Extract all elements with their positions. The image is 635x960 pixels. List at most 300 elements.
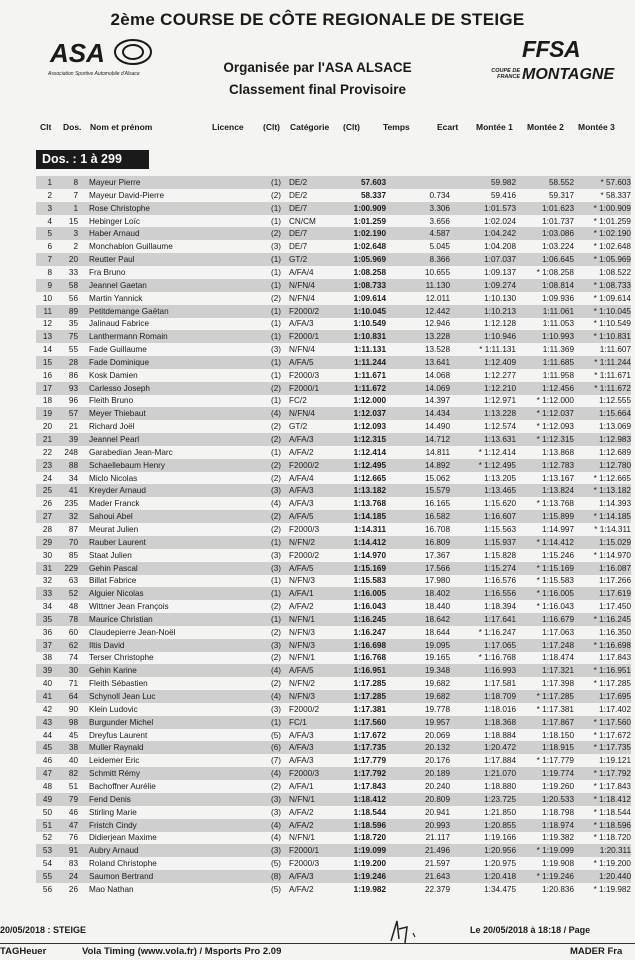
row-montee-3: * 1:00.909 [593,203,631,213]
row-montee-1: 1:20.956 [484,846,516,856]
row-category: GT/2 [289,422,308,432]
row-montee-1: 1:16.993 [484,666,516,676]
row-montee-3: * 1:14.311 [594,524,631,534]
row-montee-3: 1:12.555 [599,396,631,406]
col-header-m2: Montée 2 [527,122,564,132]
row-montee-3: 1:13.069 [599,422,631,432]
row-cat-rank: (2) [270,653,281,663]
row-montee-3: 1:11.607 [599,345,631,355]
row-clt: 18 [42,396,52,406]
row-cat-rank: (2) [270,602,281,612]
table-row [36,369,631,382]
row-cat-rank: (3) [270,345,281,355]
row-temps: 1:17.381 [353,704,386,714]
row-category: F2000/2 [289,550,320,560]
row-cat-rank: (4) [270,666,281,676]
classement-subtitle: Classement final Provisoire [228,82,407,97]
row-clt: 42 [42,704,52,714]
row-montee-3: * 1:17.792 [593,769,631,779]
row-montee-2: * 1:19.246 [536,871,574,881]
col-header-clt-cat2: (Clt) [343,122,360,132]
col-header-licence: Licence [212,122,244,132]
row-montee-1: 1:19.166 [484,833,516,843]
row-dos: 57 [68,409,78,419]
row-cat-rank: (3) [270,846,281,856]
row-montee-1: 1:12.210 [484,383,516,393]
row-category: F2000/3 [289,769,320,779]
row-montee-1: 1:04.242 [484,229,516,239]
row-montee-1: 1:16.576 [484,576,516,586]
row-montee-2: 1:03.224 [542,242,574,252]
table-row [36,716,631,729]
row-montee-2: * 1:13.768 [536,499,574,509]
row-ecart: 14.397 [424,396,450,406]
row-montee-2: 1:17.398 [542,679,574,689]
row-ecart: 21.117 [425,833,450,843]
row-category: N/FN/4 [289,293,315,303]
row-category: N/FN/3 [289,640,315,650]
row-name: Fra Bruno [89,267,126,277]
row-montee-1: 1:18.016 [484,704,516,714]
table-row [36,176,631,189]
table-row [36,780,631,793]
row-dos: 30 [68,666,78,676]
row-dos: 40 [68,756,78,766]
row-montee-3: 1:15.664 [599,409,631,419]
row-clt: 4 [47,216,52,226]
row-montee-2: 1:18.915 [542,743,574,753]
row-name: Rose Christophe [89,203,150,213]
row-dos: 48 [68,602,78,612]
row-montee-1: 1:34.475 [484,884,516,894]
row-montee-2: 1:11.061 [542,306,574,316]
row-ecart: 20.993 [424,820,450,830]
row-montee-1: 1:13.205 [484,473,516,483]
row-cat-rank: (3) [270,704,281,714]
row-ecart: 17.566 [424,563,450,573]
row-montee-1: 59.982 [490,178,516,187]
row-clt: 24 [42,473,52,483]
table-row [36,433,631,446]
row-montee-3: * 1:13.182 [593,486,631,496]
row-name: Schmitt Rémy [89,769,140,779]
row-temps: 1:15.169 [353,563,386,573]
row-montee-1: 1:21.070 [484,769,516,779]
row-montee-1: 1:13.228 [484,409,516,419]
row-name: Staat Julien [89,550,132,560]
row-montee-2: 1:18.474 [542,653,574,663]
row-montee-3: 1:12.689 [599,447,631,457]
vola-timing-text: Vola Timing (www.vola.fr) / Msports Pro 2.09 [82,946,282,957]
row-cat-rank: (1) [270,370,281,380]
row-cat-rank: (2) [270,679,281,689]
col-header-categorie: Catégorie [290,122,330,132]
row-category: A/FA/3 [289,499,314,509]
row-clt: 30 [42,550,52,560]
row-montee-2: 1:19.774 [542,769,574,779]
row-dos: 83 [68,859,78,869]
row-name: Meyer Thiebaut [89,409,146,419]
row-dos: 63 [68,576,78,586]
row-montee-3: * 1:17.672 [593,730,631,740]
row-name: Burgunder Michel [89,717,154,727]
row-ecart: 18.642 [424,614,450,624]
row-temps: 1:16.043 [353,602,386,612]
row-dos: 52 [68,589,78,599]
table-row [36,819,631,832]
row-clt: 41 [42,692,52,701]
row-montee-2: 1:15.246 [542,550,574,560]
row-dos: 248 [64,447,78,457]
table-row [36,767,631,780]
table-row [36,626,631,639]
row-dos: 34 [68,473,78,483]
row-ecart: 14.892 [424,460,450,470]
row-dos: 86 [68,370,78,380]
row-montee-3: * 1:12.665 [593,473,631,483]
row-montee-2: 1:19.908 [542,859,574,869]
row-category: F2000/2 [289,460,320,470]
row-clt: 32 [42,576,52,586]
row-montee-1: 1:18.880 [484,781,516,791]
row-montee-2: 1:15.899 [542,512,574,522]
row-temps: 1:13.768 [353,499,386,509]
row-temps: 1:16.245 [353,614,386,624]
row-temps: 1:19.099 [353,846,386,856]
row-name: Terser Christophe [89,653,154,663]
row-ecart: 18.644 [424,627,450,637]
row-category: GT/2 [289,255,308,265]
row-montee-3: 1:17.843 [599,653,631,663]
row-ecart: 16.165 [424,499,450,509]
row-name: Jeannel Pearl [89,435,140,444]
row-category: A/FA/4 [289,267,314,277]
row-montee-2: 1:01.623 [542,203,574,213]
row-dos: 98 [68,717,78,727]
row-name: Garabedian Jean-Marc [89,447,173,457]
row-montee-2: 1:20.836 [542,884,574,894]
row-temps: 1:11.672 [354,383,386,393]
row-ecart: 20.809 [424,794,450,804]
row-montee-2: 1:12.783 [542,460,574,470]
row-montee-2: * 1:12.000 [536,396,574,406]
row-montee-1: 1:09.137 [484,267,516,277]
row-dos: 76 [68,833,78,843]
row-temps: 1:00.909 [353,203,386,213]
row-name: Leidemer Eric [89,756,140,766]
row-montee-1: 1:20.855 [484,820,516,830]
row-temps: 1:17.779 [353,756,386,766]
row-montee-3: * 1:16.698 [593,640,631,650]
row-category: F2000/2 [289,306,320,316]
row-montee-1: 1:16.607 [484,512,516,522]
row-temps: 1:12.037 [353,409,386,419]
row-temps: 1:12.414 [353,447,386,457]
row-cat-rank: (2) [270,512,281,522]
row-cat-rank: (3) [270,640,281,650]
row-ecart: 3.656 [429,216,450,226]
row-montee-1: 1:15.274 [484,563,516,573]
row-temps: 1:12.495 [353,460,386,470]
row-montee-2: * 1:15.583 [536,576,574,586]
row-temps: 57.603 [360,178,386,187]
row-ecart: 20.189 [424,769,450,779]
table-row [36,523,631,536]
row-name: Mayeur Pierre [89,178,141,187]
row-category: F2000/1 [289,846,320,856]
row-temps: 1:14.311 [354,524,386,534]
row-montee-2: 1:12.456 [542,383,574,393]
row-category: A/FA/3 [289,486,314,496]
row-ecart: 13.228 [424,332,450,342]
row-montee-1: 1:20.975 [484,859,516,869]
row-clt: 11 [43,306,52,316]
row-temps: 1:12.315 [353,435,386,444]
row-ecart: 15.579 [424,486,450,496]
row-montee-1: 1:10.130 [484,293,516,303]
row-temps: 1:02.190 [353,229,386,239]
row-montee-2: * 1:17.381 [536,704,574,714]
row-temps: 1:11.671 [354,370,386,380]
ffsa-logo-text: FFSA [522,36,581,62]
row-dos: 79 [68,794,78,804]
row-name: Fleith Bruno [89,396,134,406]
table-row [36,549,631,562]
row-montee-1: 1:15.828 [484,550,516,560]
col-header-clt-cat: (Clt) [263,122,280,132]
row-cat-rank: (3) [270,563,281,573]
row-clt: 13 [42,332,52,342]
row-name: Fristch Cindy [89,820,137,830]
row-montee-2: * 1:17.285 [536,692,574,701]
row-ecart: 22.379 [424,884,450,894]
row-cat-rank: (1) [270,396,281,406]
row-dos: 7 [73,190,78,200]
row-dos: 55 [68,345,78,355]
row-montee-2: * 1:14.412 [536,537,574,547]
row-clt: 48 [42,781,52,791]
row-montee-3: * 1:10.045 [593,306,631,316]
row-category: A/FA/5 [289,666,314,676]
row-category: N/FN/3 [289,692,315,701]
row-category: DE/7 [289,242,308,252]
col-header-ecart: Ecart [437,122,459,132]
row-cat-rank: (7) [270,756,281,766]
row-clt: 39 [42,666,52,676]
row-dos: 70 [68,537,78,547]
row-name: Claudepierre Jean-Noël [89,627,176,637]
row-category: A/FA/2 [289,447,314,457]
row-dos: 87 [68,524,78,534]
row-name: Sahoui Abel [89,512,133,522]
row-cat-rank: (2) [270,190,281,200]
row-cat-rank: (2) [270,383,281,393]
table-row [36,305,631,318]
row-ecart: 8.366 [429,255,450,265]
table-row [36,253,631,266]
row-ecart: 20.176 [424,756,450,766]
row-dos: 88 [68,460,78,470]
row-ecart: 3.306 [429,203,450,213]
row-name: Miclo Nicolas [89,473,138,483]
row-montee-1: 1:07.037 [484,255,516,265]
row-category: A/FA/3 [289,743,314,753]
row-dos: 15 [68,216,78,226]
row-clt: 43 [42,717,52,727]
row-dos: 90 [68,704,78,714]
section-banner: Dos. : 1 à 299 [36,150,149,169]
row-ecart: 10.655 [424,267,450,277]
row-name: Martin Yannick [89,293,143,303]
row-temps: 1:17.285 [353,692,386,701]
row-montee-2: 1:09.936 [542,293,574,303]
row-montee-1: 1:20.472 [484,743,516,753]
row-temps: 1:14.412 [353,537,386,547]
row-montee-2: 1:11.053 [542,319,574,329]
row-cat-rank: (2) [270,460,281,470]
row-temps: 1:10.549 [353,319,386,329]
row-dos: 89 [68,306,78,316]
row-name: Reutter Paul [89,255,135,265]
row-cat-rank: (1) [270,280,281,290]
row-clt: 49 [42,794,52,804]
organizer-subtitle: Organisée par l'ASA ALSACE [223,60,412,75]
row-dos: 56 [68,293,78,303]
row-cat-rank: (1) [270,255,281,265]
row-montee-2: 1:18.974 [542,820,574,830]
row-dos: 235 [64,499,78,509]
row-ecart: 21.496 [424,846,450,856]
row-name: Wittner Jean François [89,602,169,612]
row-clt: 16 [42,370,52,380]
row-category: F2000/3 [289,524,320,534]
row-montee-1: 1:18.394 [484,602,516,612]
table-row [36,587,631,600]
row-dos: 1 [73,203,78,213]
table-row [36,639,631,652]
row-dos: 74 [68,653,78,663]
row-montee-2: 1:13.868 [542,447,574,457]
row-ecart: 13.641 [424,357,450,367]
row-temps: 1:12.093 [353,422,386,432]
row-category: A/FA/3 [289,435,314,444]
row-name: Billat Fabrice [89,576,137,586]
table-row [36,729,631,742]
row-montee-3: * 1:11.244 [594,357,631,367]
row-montee-1: 1:10.213 [484,306,516,316]
table-row [36,574,631,587]
row-name: Monchablon Guillaume [89,242,173,252]
table-row [36,240,631,253]
row-clt: 20 [42,422,52,432]
row-ecart: 12.946 [424,319,450,329]
row-clt: 51 [42,820,52,830]
row-name: Schynoll Jean Luc [89,692,156,701]
row-ecart: 12.011 [425,293,450,303]
row-category: A/FA/2 [289,602,314,612]
row-dos: 26 [68,884,78,894]
row-name: Fade Guillaume [89,345,147,355]
table-row [36,754,631,767]
row-cat-rank: (3) [270,486,281,496]
row-montee-3: 1:12.983 [599,435,631,444]
row-cat-rank: (3) [270,242,281,252]
row-name: Muller Raynald [89,743,144,753]
row-ecart: 16.582 [424,512,450,522]
row-montee-1: 1:01.573 [484,203,516,213]
row-cat-rank: (3) [270,807,281,817]
row-dos: 39 [68,435,78,444]
row-ecart: 14.069 [424,383,450,393]
row-dos: 78 [68,614,78,624]
row-montee-3: 1:20.440 [599,871,631,881]
row-montee-3: * 1:10.831 [593,332,631,342]
row-category: A/FA/2 [289,884,314,894]
row-cat-rank: (1) [270,717,281,727]
row-category: CN/CM [289,216,316,226]
row-montee-3: * 1:17.735 [593,743,631,753]
row-cat-rank: (2) [270,435,281,444]
row-clt: 47 [42,769,52,779]
table-row [36,664,631,677]
row-ecart: 14.434 [424,409,450,419]
row-temps: 1:19.982 [353,884,386,894]
row-name: Mao Nathan [89,884,134,894]
table-header [0,122,635,138]
row-category: A/FA/3 [289,756,314,766]
row-dos: 64 [68,692,78,701]
row-ecart: 14.490 [424,422,450,432]
table-row [36,317,631,330]
row-montee-3: * 1:19.200 [593,859,631,869]
row-temps: 1:17.792 [353,769,386,779]
row-temps: 1:16.951 [353,666,386,676]
row-montee-1: 1:17.065 [484,640,516,650]
row-temps: 1:13.182 [353,486,386,496]
table-row [36,279,631,292]
row-ecart: 19.682 [424,679,450,689]
row-clt: 22 [42,447,52,457]
row-cat-rank: (8) [270,871,281,881]
row-category: N/FN/4 [289,280,315,290]
row-montee-3: * 1:14.970 [593,550,631,560]
row-temps: 1:11.131 [354,345,386,355]
row-montee-2: 1:16.679 [542,614,574,624]
table-row [36,562,631,575]
row-category: A/FA/3 [289,319,314,329]
row-temps: 1:14.185 [353,512,386,522]
table-row [36,793,631,806]
row-temps: 1:05.969 [353,255,386,265]
row-category: N/FN/2 [289,537,315,547]
row-clt: 28 [42,524,52,534]
row-name: Mayeur David-Pierre [89,190,165,200]
row-montee-2: 1:11.369 [542,345,574,355]
row-clt: 5 [47,229,52,239]
row-montee-1: 1:18.884 [484,730,516,740]
row-clt: 25 [42,486,52,496]
row-category: A/FA/1 [289,781,314,791]
row-dos: 28 [68,357,78,367]
row-montee-1: 1:23.725 [484,794,516,804]
row-temps: 1:12.665 [353,473,386,483]
row-ecart: 21.597 [424,859,450,869]
row-ecart: 20.069 [424,730,450,740]
table-row [36,536,631,549]
row-cat-rank: (2) [270,524,281,534]
row-category: N/FN/1 [289,614,315,624]
row-cat-rank: (5) [270,884,281,894]
